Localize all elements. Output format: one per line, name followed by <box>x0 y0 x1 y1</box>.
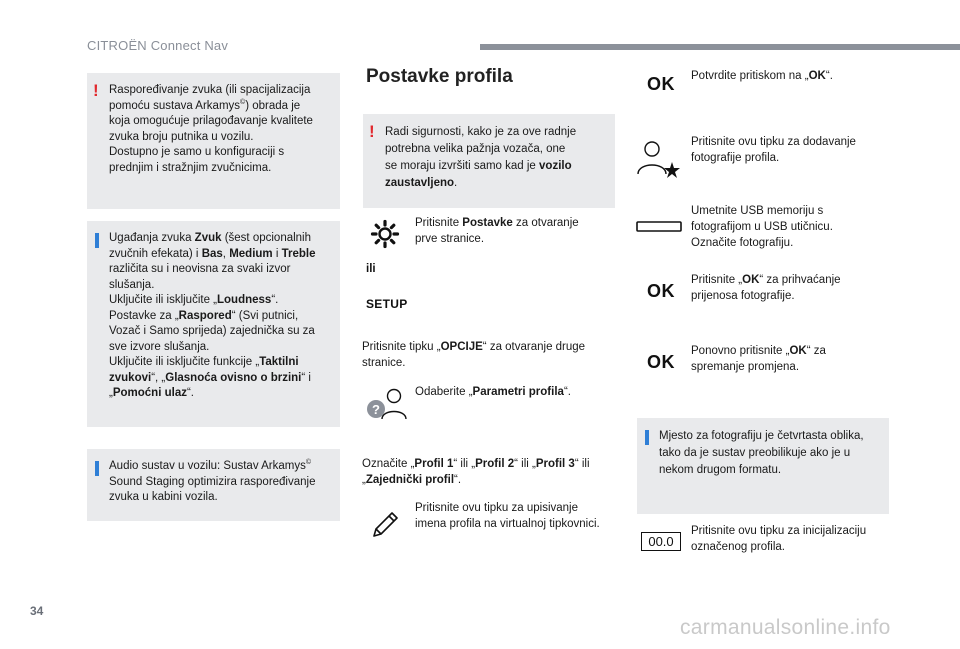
bold-text: Raspored <box>178 309 232 322</box>
step-accept-transfer <box>691 272 901 304</box>
note-safety <box>363 114 615 208</box>
text: zvučnih efekata) i <box>109 247 202 260</box>
text-line: nekom drugom formatu. <box>659 464 782 476</box>
text: Potvrdite pritiskom na „ <box>691 70 809 82</box>
text-line: zvuka u kabini vozila. <box>109 491 218 503</box>
text: “ ili <box>574 458 590 470</box>
text: Označite fotografiju. <box>691 237 794 249</box>
step-select-profile <box>362 456 617 488</box>
bold-text: Bas <box>201 247 223 260</box>
text: Vozač i Samo sprijeda) zajednička su za <box>109 325 315 337</box>
bold-text: Loudness <box>217 294 272 306</box>
text: Pritisnite „ <box>691 274 743 286</box>
svg-text:?: ? <box>372 402 380 417</box>
text: “ za <box>806 345 826 357</box>
text: . <box>454 177 458 189</box>
text: Postavke za „ <box>109 309 179 322</box>
text: i <box>272 247 282 260</box>
text: “ ili „ <box>453 458 476 470</box>
info-icon <box>645 430 649 445</box>
add-photo-user-icon <box>634 138 682 180</box>
bold-text: OK <box>742 274 760 286</box>
text: fotografijom u USB utičnicu. <box>691 221 833 233</box>
text: Umetnite USB memoriju s <box>691 205 824 217</box>
step-select-profile-parameters <box>415 384 615 400</box>
text-line: pomoću sustava Arkamys <box>109 99 241 112</box>
text-line: Raspoređivanje zvuka (ili spacijalizacija <box>109 84 311 96</box>
header-bar <box>480 44 960 50</box>
text-line: Audio sustav u vozilu: Sustav Arkamys <box>109 460 306 472</box>
ok-button-label: OK <box>647 280 675 301</box>
step-open-settings <box>415 215 615 247</box>
warning-icon: ! <box>369 122 375 141</box>
bold-text: Treble <box>281 247 316 260</box>
bold-text: Profil 2 <box>475 458 515 470</box>
copyright-mark: © <box>240 98 246 106</box>
settings-gear-icon <box>368 217 402 251</box>
bold-text: OPCIJE <box>440 341 483 353</box>
bold-text: Zajednički profil <box>365 474 455 486</box>
or-label: ili <box>366 263 376 275</box>
text-line: potrebna velika pažnja vozača, one <box>385 143 566 155</box>
bold-text: Zvuk <box>194 232 222 244</box>
page-number: 34 <box>30 604 44 618</box>
text: Pritisnite <box>415 217 463 229</box>
text-line: Sound Staging optimizira raspoređivanje <box>109 475 316 488</box>
step-reset-profile <box>691 523 901 555</box>
text: prijenosa fotografije. <box>691 290 795 302</box>
info-icon <box>95 233 99 248</box>
text: Pritisnite tipku „ <box>362 341 441 353</box>
text-line: prednjim i stražnjim zvučnicima. <box>109 161 272 174</box>
text: za otvaranje <box>512 217 579 229</box>
setup-button-label: SETUP <box>366 297 408 311</box>
text-line: se moraju izvršiti samo kad je <box>385 160 540 172</box>
ok-button-label: OK <box>647 351 675 372</box>
text: “. <box>825 70 833 82</box>
header-brand: CITROËN Connect Nav <box>87 38 229 53</box>
warning-icon: ! <box>93 81 99 100</box>
bold-text: OK <box>789 345 807 357</box>
text: sve izvore slušanja. <box>109 340 210 353</box>
text: “. <box>271 294 279 306</box>
bold-text: zvukovi <box>109 371 152 384</box>
text: Odaberite „ <box>415 386 473 398</box>
info-icon <box>95 461 99 476</box>
bold-text: Parametri profila <box>472 386 564 398</box>
note-photo-format <box>637 418 889 514</box>
bold-text: Glasnoća ovisno o brzini <box>165 371 302 384</box>
step-confirm-ok <box>691 68 901 84</box>
text-line: Mjesto za fotografiju je četvrtasta oblika, <box>659 430 864 442</box>
note-arkamys <box>87 449 340 521</box>
pencil-icon <box>366 506 404 544</box>
text: stranice. <box>362 357 406 369</box>
text-line: koja omogućuje prilagođavanje kvalitete <box>109 115 313 127</box>
reset-profile-button <box>634 531 688 551</box>
step-save-changes <box>691 343 901 375</box>
text: različita su i neovisna za svaki izvor <box>109 263 291 275</box>
text: “, „ <box>151 371 166 384</box>
text-line: zvuka broju putnika u vozilu. <box>109 130 254 143</box>
step-add-photo <box>691 134 901 166</box>
text: (šest opcionalnih <box>221 232 312 244</box>
note-sound-distribution <box>87 73 340 209</box>
text: fotografije profila. <box>691 152 780 164</box>
note-sound-settings <box>87 221 340 427</box>
text: Pritisnite ovu tipku za inicijalizaciju <box>691 525 867 537</box>
section-title: Postavke profila <box>366 66 513 87</box>
text-line: tako da je sustav preobilikuje ako je u <box>659 447 851 459</box>
text: imena profila na virtualnoj tipkovnici. <box>415 518 600 530</box>
text: “ i <box>301 371 311 384</box>
text: prve stranice. <box>415 233 485 245</box>
text: „ <box>362 474 366 486</box>
usb-slot-icon <box>636 219 682 235</box>
text: “ ili „ <box>514 458 536 470</box>
text-line: Dostupno je samo u konfiguraciji s <box>109 146 285 158</box>
text: “. <box>563 386 571 398</box>
bold-text: vozilo <box>539 160 572 172</box>
text: “. <box>454 474 462 486</box>
bold-text: Pomoćni ulaz <box>112 387 187 399</box>
text: , <box>222 247 230 260</box>
text: Uključite ili isključite „ <box>109 294 217 306</box>
bold-text: Postavke <box>462 217 513 229</box>
step-options <box>362 339 617 371</box>
text: označenog profila. <box>691 541 785 553</box>
text: Ponovno pritisnite „ <box>691 345 790 357</box>
bold-text: OK <box>808 70 826 82</box>
ok-button-label: OK <box>647 73 675 94</box>
text: “. <box>186 387 194 399</box>
bold-text: Profil 3 <box>535 458 575 470</box>
bold-text: zaustavljeno <box>385 177 455 189</box>
bold-text: Taktilni <box>259 356 299 368</box>
text: Pritisnite ovu tipku za dodavanje <box>691 136 856 148</box>
step-insert-usb <box>691 203 901 251</box>
bold-text: Medium <box>229 247 273 260</box>
text: spremanje promjena. <box>691 361 800 373</box>
watermark: carmanualsonline.info <box>680 616 891 639</box>
step-enter-name <box>415 500 620 532</box>
text: “ (Svi putnici, <box>231 309 299 322</box>
bold-text: Profil 1 <box>414 458 454 470</box>
text: slušanja. <box>109 278 155 291</box>
copyright-mark: © <box>305 459 312 466</box>
text-line: ) obrada je <box>245 99 301 112</box>
text: “ za prihvaćanje <box>759 274 841 286</box>
text: „ <box>109 387 113 399</box>
text: Ugađanja zvuka <box>109 232 195 244</box>
text: Označite „ <box>362 458 415 470</box>
text: Pritisnite ovu tipku za upisivanje <box>415 502 578 514</box>
reset-code-label: 00.0 <box>641 532 680 551</box>
text-line: Radi sigurnosti, kako je za ove radnje <box>385 126 577 138</box>
text: “ za otvaranje druge <box>482 341 586 353</box>
profile-help-icon <box>364 385 410 425</box>
text: Uključite ili isključite funkcije „ <box>109 356 260 368</box>
